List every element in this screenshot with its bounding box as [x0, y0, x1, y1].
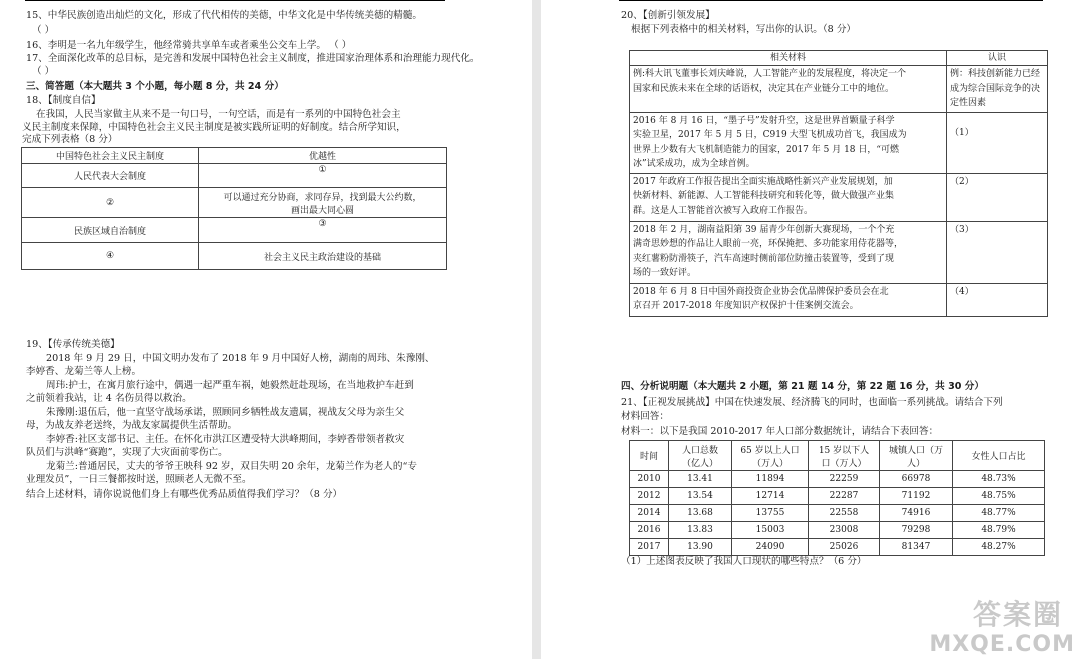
- table-row: [630, 539, 1045, 556]
- table-cell: 2010: [630, 471, 669, 488]
- header-line: （万人）: [751, 458, 788, 469]
- table-cell: 12714: [732, 488, 809, 505]
- question-20-title: 20、【创新引领发展】: [621, 10, 715, 21]
- materials-table: [629, 50, 1048, 317]
- cell-line: （1）: [950, 127, 974, 138]
- question-15-blank: （ ）: [32, 25, 55, 36]
- table-cell: 2016: [630, 522, 669, 539]
- table-cell: 79298: [880, 522, 953, 539]
- cell-line: 定性因素: [950, 98, 987, 108]
- table-cell: 24090: [732, 539, 809, 556]
- section-4-heading: 四、分析说明题（本大题共 2 小题，第 21 题 14 分，第 22 题 16 分，共 30 分）: [621, 381, 984, 392]
- header-line: 女性人口占比: [971, 452, 1026, 462]
- cell-line: 冰”试采成功，成为全球首例。: [633, 159, 755, 169]
- top-rule: [25, 0, 445, 1]
- table-cell: [947, 112, 1048, 173]
- header-line: 口（万人）: [821, 458, 867, 469]
- cell-line: （4）: [950, 286, 974, 297]
- table-row: [630, 471, 1045, 488]
- header-line: 城镇人口（万: [888, 445, 943, 456]
- table-cell: [630, 173, 947, 221]
- question-18-text-3: 完成下列表格（8 分）: [22, 134, 118, 145]
- header-line: 时间: [639, 452, 658, 462]
- top-rule: [619, 0, 1043, 1]
- cell-line: 2018 年 6 月 8 日中国外商投资企业协会优品牌保护委员会在北: [633, 286, 889, 297]
- table-cell: 人民代表大会制度: [22, 164, 199, 188]
- table-header: 优越性: [199, 148, 447, 164]
- q19-line: 李婷香、龙菊兰等人上榜。: [26, 366, 142, 377]
- table-cell: [630, 66, 947, 113]
- cell-line: 满奇思妙想的作品让人眼前一亮，环保掩把、多功能家用侍花器等，: [633, 239, 904, 249]
- cell-line: 实验卫星，2017 年 5 月 5 日，C919 大型飞机成功首飞，我国成为: [633, 130, 907, 140]
- q19-line: 队员们与洪峰“赛跑”，实现了大灾面前零伤亡。: [26, 447, 228, 458]
- table-cell: 71192: [880, 488, 953, 505]
- table-cell: 74916: [880, 505, 953, 522]
- table-cell: [630, 283, 947, 316]
- table-cell-line: 画出最大同心圆: [290, 205, 354, 216]
- question-17-blank: （ ）: [32, 66, 55, 77]
- cell-line: 群。这是人工智能首次被写入政府工作报告。: [633, 205, 814, 216]
- table-header: [630, 441, 669, 471]
- table-cell-line: 可以通过充分协商，求同存异，找到最大公约数，: [223, 192, 422, 203]
- table-cell: ③: [199, 218, 447, 243]
- question-18-text-2: 义民主制度来保障，中国特色社会主义民主制度是被实践所证明的好制度。结合所学知识，: [22, 122, 406, 133]
- table-cell: 22558: [809, 505, 880, 522]
- table-cell: 11894: [732, 471, 809, 488]
- table-cell: 2017: [630, 539, 669, 556]
- table-header: [669, 441, 732, 471]
- table-header: [880, 441, 953, 471]
- question-19-title: 19、【传承传统美德】: [26, 339, 120, 350]
- q19-question: 结合上述材料，请你说说他们身上有哪些优秀品质值得我们学习？（8 分）: [26, 489, 343, 500]
- header-line: 人口总数: [681, 445, 718, 456]
- table-cell: 81347: [880, 539, 953, 556]
- cell-line: 2016 年 8 月 16 日，“墨子号”发射升空，这是世界首颗量子科学: [633, 115, 895, 126]
- table-header: [732, 441, 809, 471]
- table-cell: [947, 283, 1048, 316]
- table-cell: 2014: [630, 505, 669, 522]
- system-table: [21, 147, 447, 270]
- header-line: （亿人）: [681, 458, 718, 469]
- right-page: [541, 0, 1083, 659]
- material-1-intro: 材料一：以下是我国 2010-2017 年人口部分数据统计，请结合下表回答：: [621, 426, 939, 437]
- table-header: 相关材料: [630, 51, 947, 66]
- table-cell: 2012: [630, 488, 669, 505]
- table-cell: [947, 173, 1048, 221]
- q19-line: 李婷香:社区支部书记、主任。在怀化市洪江区遭受特大洪峰期间，李婷香带领者救灾: [46, 434, 405, 445]
- watermark-url: MXQE.COM: [929, 632, 1075, 657]
- q19-line: 业理发员”，一日三餐都按时送，照顾老人无微不至。: [26, 474, 252, 485]
- cell-line: 世界上少数有大飞机制造能力的国家，2017 年 5 月 18 日，“可燃: [633, 144, 899, 155]
- table-header: 中国特色社会主义民主制度: [22, 148, 199, 164]
- question-18-title: 18、【制度自信】: [26, 95, 101, 106]
- table-cell: 民族区域自治制度: [22, 218, 199, 243]
- table-cell: 15003: [732, 522, 809, 539]
- header-line: 65 岁以上人口: [740, 445, 800, 456]
- cell-line: 京召开 2017-2018 年度知识产权保护十佳案例交流会。: [633, 301, 859, 311]
- table-cell: ④: [22, 243, 199, 270]
- q19-line: 朱豫刚:退伍后，他一直坚守战场承诺，照顾同乡牺牲战友遗属，视战友父母为亲生父: [46, 407, 405, 418]
- table-cell: 48.75%: [953, 488, 1045, 505]
- table-cell: 22287: [809, 488, 880, 505]
- q19-line: 周玮:护士，在寓月旅行途中，偶遇一起严重车祸，她毅然赶赴现场，在当地救护车赶到: [46, 380, 414, 391]
- cell-line: 例：科技创新能力已经: [950, 69, 1041, 79]
- table-cell: 13.68: [669, 505, 732, 522]
- table-cell: 25026: [809, 539, 880, 556]
- question-20-instructions: 根据下列表格中的相关材料，写出你的认识。（8 分）: [631, 24, 857, 35]
- table-cell: 13.54: [669, 488, 732, 505]
- table-row: [630, 505, 1045, 522]
- table-cell: 23008: [809, 522, 880, 539]
- question-21-sub-1: （1）上述图表反映了我国人口现状的哪些特点？（6 分）: [621, 556, 867, 567]
- q19-line: 龙菊兰:普通居民，丈夫的爷爷王映科 92 岁，双目失明 20 余年，龙菊兰作为老人的“专: [46, 461, 417, 472]
- section-3-heading: 三、简答题（本大题共 3 个小题，每小题 8 分，共 24 分）: [26, 81, 284, 92]
- table-cell: ①: [199, 164, 447, 188]
- watermark-logo: 答案圈: [972, 598, 1063, 631]
- table-row: [630, 488, 1045, 505]
- table-cell: [947, 221, 1048, 283]
- cell-line: 例:科大讯飞董事长刘庆峰说，人工智能产业的发展程度，将决定一个: [633, 69, 907, 79]
- q19-line: 母，为战友养老送终，为战友家属提供生活帮助。: [26, 420, 238, 431]
- cell-line: （2）: [950, 176, 974, 187]
- header-line: 人）: [906, 458, 925, 469]
- table-cell: 13.83: [669, 522, 732, 539]
- question-15: 15、中华民族创造出灿烂的文化，形成了代代相传的美德，中华文化是中华传统美德的精髓。: [26, 10, 422, 21]
- table-cell: 48.73%: [953, 471, 1045, 488]
- table-cell: 22259: [809, 471, 880, 488]
- question-21-line-1: 21、【正视发展挑战】中国在快速发展、经济腾飞的同时，也面临一系列挑战。请结合下列: [621, 397, 1003, 408]
- header-line: 15 岁以下人: [818, 445, 870, 456]
- table-cell: 13.90: [669, 539, 732, 556]
- question-18-text-1: 在我国，人民当家做主从来不是一句口号，一句空话，而是有一系列的中国特色社会主: [36, 109, 401, 120]
- table-header: [953, 441, 1045, 471]
- cell-line: 快新材料、新能源、人工智能科技研究和转化等，做大做强产业集: [633, 191, 895, 201]
- cell-line: （3）: [950, 224, 974, 235]
- page-gutter: [532, 0, 541, 659]
- table-cell: 13755: [732, 505, 809, 522]
- population-table: [629, 440, 1045, 556]
- table-cell: [947, 66, 1048, 113]
- cell-line: 2017 年政府工作报告提出全面实施战略性新兴产业发展规划，加: [633, 176, 893, 187]
- cell-line: 成为综合国际竞争的决: [950, 83, 1041, 94]
- table-cell: 48.27%: [953, 539, 1045, 556]
- table-row: [630, 522, 1045, 539]
- table-cell: 48.79%: [953, 522, 1045, 539]
- cell-line: 2018 年 2 月，湖南益阳第 39 届青少年创新大赛现场，一个个充: [633, 224, 895, 235]
- question-16: 16、李明是一名九年级学生，他经常骑共享单车或者乘坐公交车上学。 （ ）: [26, 40, 352, 51]
- table-cell: [630, 112, 947, 173]
- cell-line: 国家和民族未来在全球的话语权，决定其在产业链分工中的地位。: [633, 83, 895, 94]
- question-21-line-2: 材料回答：: [621, 411, 669, 422]
- table-header: 认识: [947, 51, 1048, 66]
- table-header: [809, 441, 880, 471]
- table-cell: 48.77%: [953, 505, 1045, 522]
- table-cell: 13.41: [669, 471, 732, 488]
- question-17: 17、全面深化改革的总目标，是完善和发展中国特色社会主义制度，推进国家治理体系和治理能力现代化。: [26, 53, 480, 64]
- table-cell: 社会主义民主政治建设的基础: [199, 243, 447, 270]
- table-cell: ②: [22, 188, 199, 218]
- cell-line: 场的一致好评。: [633, 268, 697, 278]
- left-page: [0, 0, 532, 659]
- q19-line: 2018 年 9 月 29 日，中国文明办发布了 2018 年 9 月中国好人榜，湖南的周玮、朱豫刚、: [46, 353, 435, 364]
- cell-line: 夹红薯粉防滑筷子，汽车高速时侧前部位防撞击装置等，受到了现: [633, 253, 895, 264]
- table-cell: 66978: [880, 471, 953, 488]
- q19-line: 之前领着我站，让 4 名伤员得以救治。: [26, 393, 192, 404]
- table-cell: [630, 221, 947, 283]
- table-cell: [199, 188, 447, 218]
